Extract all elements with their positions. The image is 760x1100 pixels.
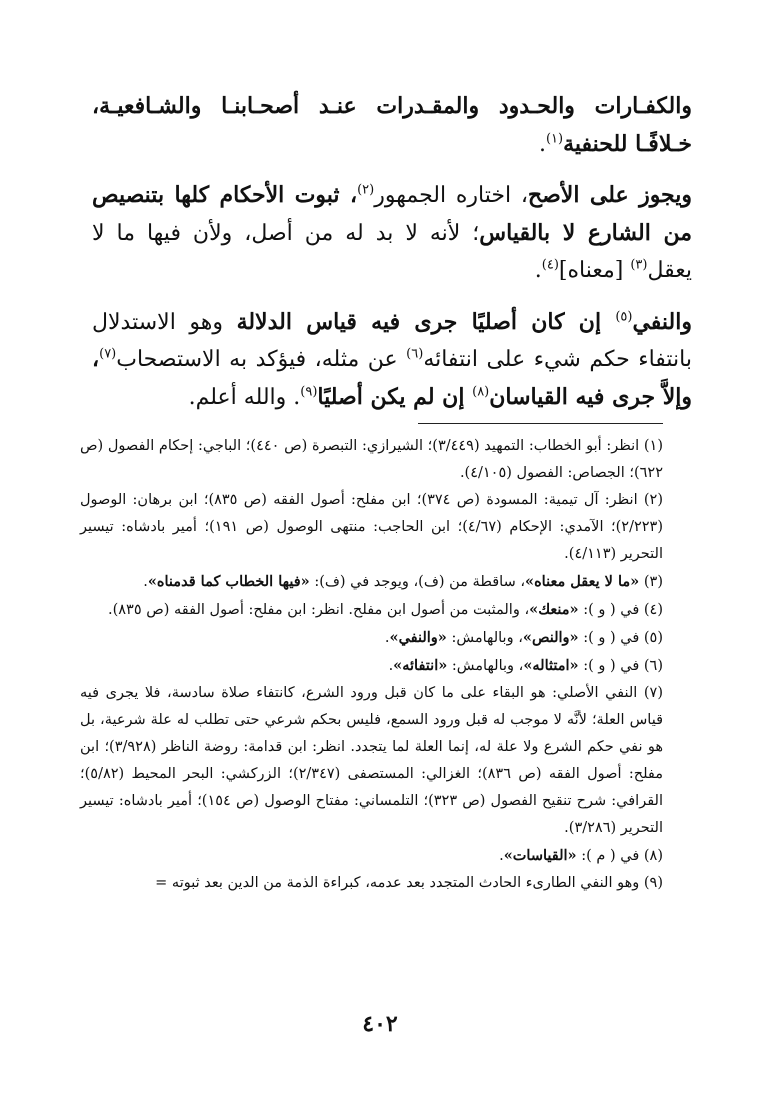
p1-end: . bbox=[538, 131, 546, 157]
p3-bold-2: إن كان أصليًا جرى فيه قياس الدلالة bbox=[236, 308, 616, 335]
p2-text-2: ؛ لأنه لا بد له من أصل، ولأن فيها ما لا يعقل bbox=[92, 220, 692, 283]
footnote-ref-3[interactable]: (٣) bbox=[630, 257, 648, 273]
p2-text-1: ، اختاره الجمهور bbox=[374, 183, 528, 208]
p3-text-2: عن مثله، فيؤكد به الاستصحاب bbox=[116, 347, 407, 372]
p3-bold-4: إن لم يكن أصليًا bbox=[317, 383, 473, 410]
p2-text-3: [معناه] bbox=[558, 258, 631, 283]
footnote-4 bbox=[80, 596, 663, 624]
fn5-end: . bbox=[384, 630, 390, 646]
main-text bbox=[92, 88, 692, 430]
p3-text-3: . والله أعلم. bbox=[188, 384, 301, 410]
p3-bold-3: ، وإلاَّ جرى فيه القياسان bbox=[92, 346, 692, 410]
footnote-ref-6[interactable]: (٦) bbox=[406, 346, 424, 362]
p2-end: . bbox=[534, 258, 542, 283]
footnote-1: (١) انظر: أبو الخطاب: التمهيد (٣/٤٤٩)؛ الشيرازي: التبصرة (ص ٤٤٠)؛ الباجي: إحكام الفصول (ص ٦٢٢)؛ الجصاص: الفصول (٤/١٠٥). bbox=[80, 438, 664, 481]
fn6-number: (٦) في ( و ): bbox=[578, 658, 663, 674]
fn4-quote-1: «منعك» bbox=[529, 601, 579, 618]
footnote-5 bbox=[80, 624, 663, 652]
fn3-quote-2: «فيها الخطاب كما قدمناه» bbox=[147, 573, 310, 590]
footnote-ref-9[interactable]: (٩) bbox=[300, 384, 318, 400]
fn3-number: (٣) bbox=[639, 574, 663, 590]
paragraph-1 bbox=[92, 88, 692, 163]
fn6-end: . bbox=[388, 658, 394, 674]
fn5-quote-2: «والنفي» bbox=[389, 629, 447, 646]
fn5-number: (٥) في ( و ): bbox=[578, 630, 663, 646]
fn5-text: ، وبالهامش: bbox=[446, 630, 523, 646]
footnote-7: (٧) النفي الأصلي: هو البقاء على ما كان قبل ورود الشرع، كانتفاء صلاة سادسة، فلا يجرى فيه قياس العلة؛ لأنَّه لا موجب له قبل ورود السمع، فليس بحكم شرعي حتى تطلب له علة شرعية، بل هو نفي حكم الشرع ولا علة له، إنما العلة لما يتجدد. انظر: ابن قدامة: روضة الناظر (٣/٩٢٨)؛ ابن مفلح: أصول الفقه (ص ٨٣٦)؛ الغزالي: المستصفى (٢/٣٤٧)؛ الزركشي: البحر المحيط (٥/٨٢)؛ القرافي: شرح تنقيح الفصول (ص ٣٢٣)؛ التلمساني: مفتاح الوصول (ص ١٥٤)؛ أمير بادشاه: تيسير التحرير (٣/٢٨٦). bbox=[80, 685, 663, 836]
footnote-ref-5[interactable]: (٥) bbox=[615, 309, 633, 325]
p1-text: والكفـارات والحـدود والمقـدرات عنـد أصحـابنـا والشـافعيـة، خـلافًـا للحنفية bbox=[92, 93, 692, 157]
footnote-separator bbox=[418, 423, 663, 424]
paragraph-3 bbox=[92, 304, 692, 417]
p2-bold-2: ، ثبوت الأحكام كلها بتنصيص من الشارع لا بالقياس bbox=[92, 182, 692, 246]
p3-text-1: وهو الاستدلال بانتفاء حكم شيء على انتفائه bbox=[92, 309, 692, 372]
paragraph-2 bbox=[92, 177, 692, 290]
p2-bold-1: ويجوز على الأصح bbox=[527, 182, 693, 208]
footnote-8 bbox=[80, 842, 663, 870]
fn3-quote-1: «ما لا يعقل معناه» bbox=[525, 573, 640, 590]
fn6-text: ، وبالهامش: bbox=[447, 658, 524, 674]
footnote-ref-2[interactable]: (٢) bbox=[357, 182, 375, 198]
fn8-end: . bbox=[499, 848, 504, 864]
footnote-ref-8[interactable]: (٨) bbox=[472, 384, 490, 400]
p3-bold-1: والنفي bbox=[632, 308, 692, 335]
footnote-3 bbox=[80, 568, 663, 596]
fn6-quote-1: «امتثاله» bbox=[523, 657, 579, 674]
fn4-text: ، والمثبت من أصول ابن مفلح. انظر: ابن مفلح: أصول الفقه (ص ٨٣٥). bbox=[107, 602, 530, 618]
footnote-ref-1[interactable]: (١) bbox=[545, 131, 564, 147]
footnote-9: (٩) وهو النفي الطارىء الحادث المتجدد بعد عدمه، كبراءة الذمة من الدين بعد ثبوته = bbox=[155, 875, 663, 891]
fn3-text: ، ساقطة من (ف)، ويوجد في (ف): bbox=[309, 574, 526, 590]
fn4-number: (٤) في ( و ): bbox=[578, 602, 663, 618]
page-number: ٤٠٢ bbox=[362, 1011, 398, 1037]
footnote-ref-7[interactable]: (٧) bbox=[99, 346, 117, 362]
fn8-number: (٨) في ( م ): bbox=[576, 848, 663, 864]
footnote-ref-4[interactable]: (٤) bbox=[541, 257, 559, 273]
footnotes bbox=[80, 433, 663, 897]
footnote-2: (٢) انظر: آل تيمية: المسودة (ص ٣٧٤)؛ ابن مفلح: أصول الفقه (ص ٨٣٥)؛ ابن برهان: الوصول (٢/٢٢٣)؛ الآمدي: الإحكام (٤/٦٧)؛ ابن الحاجب: منتهى الوصول (ص ١٩١)؛ أمير بادشاه: تيسير التحرير (٤/١١٣). bbox=[80, 492, 664, 562]
fn3-end: . bbox=[143, 574, 148, 590]
fn8-quote-1: «القياسات» bbox=[503, 847, 577, 864]
fn5-quote-1: «والنص» bbox=[522, 629, 579, 646]
footnote-6 bbox=[80, 652, 663, 680]
fn6-quote-2: «انتفائه» bbox=[393, 657, 448, 674]
